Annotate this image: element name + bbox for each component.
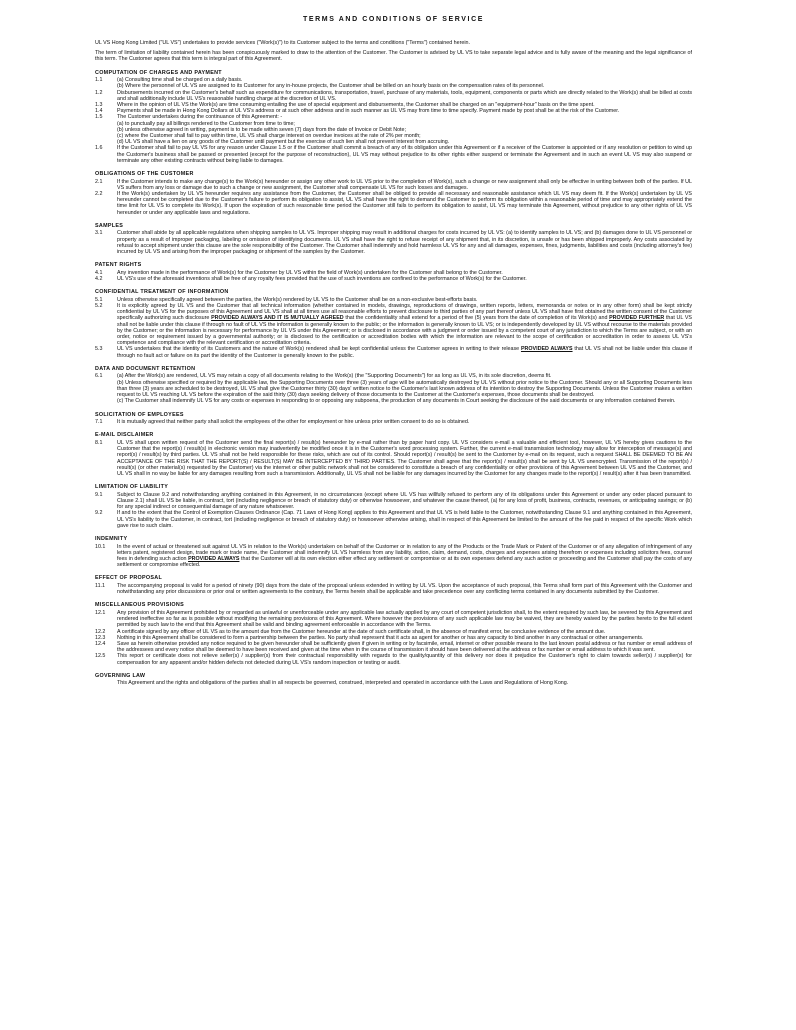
clause-text: Save as herein otherwise provided any notice required to be given hereunder shall be sufficiently given if given in writing or by facsimile, email, internet or other possible means to the last known postal address or fax number or email address of the addressees and every notice shall be deemed to have been received and given at the time when in the course of transmission it should have been delivered at the address or fax number or email address to which it was sent. bbox=[117, 640, 692, 654]
clause-number: 7.1 bbox=[95, 419, 103, 426]
clause-text: Any invention made in the performance of Work(s) for the Customer by UL VS within the field of Work(s) undertaken for the Customer shall belong to the Customer. bbox=[117, 269, 503, 276]
emphasis-text: PROVIDED ALWAYS bbox=[520, 346, 573, 353]
clause-number: 1.4 bbox=[95, 108, 103, 115]
intro-paragraph: The term of limitation of liability contained herein has been conspicuously marked to draw to the attention of the Customer. The Customer is advised by UL VS to take separate legal advice and is fully aware of the meaning and the legal significance of this term. The Customer agrees that this term is integral part of this Agreement. bbox=[95, 50, 692, 63]
clause-number: 12.4 bbox=[95, 640, 106, 647]
clause bbox=[95, 680, 692, 686]
clause bbox=[95, 419, 692, 425]
clause-number: 1.3 bbox=[95, 102, 103, 109]
clause-number: 5.1 bbox=[95, 296, 103, 303]
clause bbox=[95, 544, 692, 569]
clause-number: 11.1 bbox=[95, 582, 106, 589]
intro-paragraph: UL VS Hong Kong Limited ("UL VS") undertakes to provide services ("Work(s)") to its Customer subject to the terms and conditions ("Terms") contained herein. bbox=[95, 40, 471, 46]
clause-text: Any provision of this Agreement prohibited by or regarded as unlawful or unenforceable under any applicable law actually applied by any court of competent jurisdiction shall, to the extent required by such law, be severed by this Agreement and rendered ineffective so far as is possible without modifying the remaining provisions of this Agreement. Where however the provisions of any such applicable law may be waived, they are hereby waived by the parties hereto to the full extent permitted by such law to the end that this Agreement shall be valid and binding agreement enforceable in accordance with the Terms. bbox=[117, 609, 692, 629]
section bbox=[95, 412, 692, 426]
clause-text: If and to the extent that the Control of Exemption Clauses Ordinance (Cap. 71 Laws of Hong Kong) applies to this Agreement and that UL VS is held liable to the Customer, notwithstanding Clause 9.1 and anything contained in this Agreement, UL VS's liability to the Customer, in contract, tort (including negligence or breach of statutory duty) or howsoever otherwise arising, shall in respect of this Agreement be limited to the amount of the fee paid in respect of the specific Work which gave rise to such claim. bbox=[117, 510, 692, 529]
clause-text: If the Work(s) undertaken by UL VS hereunder requires any assistance from the Customer, the Customer shall be obliged to provide all necessary and reasonable assistance which UL VS may deem fit. If the Work(s) undertaken by UL VS hereunder cannot be completed due to the Customer's failure to perform its obligation to assist, UL VS shall have the right to demand the Customer to perform its obligation within a reasonable period of time and may appropriately extend the time limit for UL VS to complete its Work(s). If upon the expiration of such reasonable time period the Customer still fails to perform its obligation to assist, UL VS may terminate this Agreement, without prejudice to any other rights of UL VS hereunder or under any applicable laws and regulations. bbox=[117, 191, 692, 216]
section bbox=[95, 223, 692, 255]
clause-number: 1.6 bbox=[95, 145, 103, 152]
clause bbox=[95, 610, 692, 629]
clause-text: It is mutually agreed that neither party shall solicit the employees of the other for employment or hire unless prior written consent to do so is obtained. bbox=[117, 419, 470, 426]
clause-number: 2.1 bbox=[95, 178, 103, 185]
clause-number: 1.5 bbox=[95, 114, 103, 121]
clause-text: UL VS undertakes that the identity of its Customers and the nature of Work(s) rendered shall be kept confidential unless the Customer agrees in writing to their release PROVIDED ALWAYS that UL VS shall not be liable under this clause if through no fault act or failure on its part the identity of the Customer is generally known to the public. bbox=[117, 346, 692, 359]
section-title: OBLIGATIONS OF THE CUSTOMER bbox=[95, 171, 194, 178]
section bbox=[95, 366, 692, 405]
section bbox=[95, 289, 692, 359]
section-title: SAMPLES bbox=[95, 222, 124, 229]
clause-number: 12.1 bbox=[95, 609, 106, 616]
clause-number: 4.2 bbox=[95, 276, 103, 283]
section-title: DATA AND DOCUMENT RETENTION bbox=[95, 365, 196, 372]
clause-text: This Agreement and the rights and obligations of the parties shall in all respects be governed, construed, interpreted and operated in accordance with the Laws and Regulations of Hong Kong. bbox=[117, 680, 569, 687]
clause bbox=[95, 373, 692, 404]
section bbox=[95, 432, 692, 477]
clause-text: The accompanying proposal is valid for a period of ninety (90) days from the date of the proposal unless extended in writing by UL VS. Upon the acceptance of such proposal, this Terms shall form part of this Agreement with the Customer and notwithstanding any prior discussions or prior oral or written agreements to the contrary, the Terms herein shall be applicable and take precedence over any conflicting terms contained in any documents submitted by the Customer. bbox=[117, 582, 692, 596]
clause bbox=[95, 440, 692, 477]
section-title: INDEMNITY bbox=[95, 535, 128, 542]
clause bbox=[95, 230, 692, 255]
section bbox=[95, 484, 692, 529]
clause bbox=[95, 191, 692, 216]
clause-text: If the Customer shall fail to pay UL VS for any reason under Clause 1.5 or if the Customer shall commit a breach of any of its obligation under this Agreement or if a receiver of the Customer is appointed or if any resolution or petition to wind up the Customer's business shall be passed or presented (except for the purpose of reconstruction), UL VS may without prejudice to its other rights either suspend or terminate the Agreement and in such an event UL VS may also suspend or terminate any other existing contracts without being liable to damages. bbox=[117, 145, 692, 164]
clause-number: 6.1 bbox=[95, 373, 103, 380]
section bbox=[95, 673, 692, 687]
clause-number: 12.5 bbox=[95, 653, 106, 660]
clause-text: A certificate signed by any officer of UL VS as to the amount due from the Customer hereunder at the date of such certificate shall, in the absence of manifest error, be conclusive evidence of the amount due. bbox=[117, 628, 606, 635]
section-title: COMPUTATION OF CHARGES AND PAYMENT bbox=[95, 69, 222, 76]
section-title: E-MAIL DISCLAIMER bbox=[95, 432, 154, 439]
clause-number: 9.2 bbox=[95, 510, 103, 517]
section-title: SOLICITATION OF EMPLOYEES bbox=[95, 411, 184, 418]
clause-number: 2.2 bbox=[95, 191, 103, 198]
section-title: LIMITATION OF LIABILITY bbox=[95, 484, 169, 491]
section bbox=[95, 575, 692, 595]
clause-text: It is explicitly agreed by UL VS and the Customer that all technical information (whether contained in models, drawings, reproductions of drawings, written reports, letters, memoranda or notes or in any other form) shall be kept strictly confidential by UL VS for the purposes of this Agreement and UL VS shall at all times use all reasonable efforts to prevent disclosure to third parties of any part thereof unless UL VS shall have first obtained the written consent of the Customer specifically authorizing such disclosure PROVIDED ALWAYS AND IT IS MUTUALLY AGREED that the confidentiality shall extend for a period of five (5) years from the date of completion of its Work(s) and PROVIDED FURTHER that UL VS shall not be liable under this clause if through no fault of UL VS the information is generally known to the public; or the information is generally known to UL VS; or is independently developed by UL VS without recourse to the materials provided by the Customer; or the information is necessary for performance by UL VS under this Agreement; or is disclosed in accordance with a judgment or order issued by a competent court of any jurisdiction to which the Terms are subject, or with an order, notice or requirement issued by a governmental authority; or is disclosed to the certification or accreditation bodies with which the information are relevant to the scope of certification or accreditation in order to assess UL VS's competence and compliance with the relevant certification or accreditation criteria. bbox=[117, 303, 692, 347]
clause-number: 9.1 bbox=[95, 491, 103, 498]
clause-text: Unless otherwise specifically agreed between the parties, the Work(s) rendered by UL VS to the Customer shall be on a non-exclusive best-efforts basis. bbox=[117, 296, 478, 303]
section bbox=[95, 70, 692, 164]
clause-text: UL VS's use of the aforesaid inventions shall be free of any royalty fees provided that the use of such inventions are confined to the performance of Work(s) for the Customer. bbox=[117, 276, 527, 283]
clause-text: The Customer undertakes during the continuance of this Agreement: - (a) to punctually pay all billings rendered to the Customer from time to time; (b) unless otherwise agreed in writing, payment is to be made within seven (7) days from the date of Invoice or Debit Note; (c) where the Customer shall fail to pay within time, UL VS shall charge interest on overdue invoices at the rate of 2% per month; (d) UL VS shall have a lien on any goods of the Customer until payment but the exercise of such lien shall not prevent interest from accruing. bbox=[117, 114, 450, 146]
intro bbox=[95, 40, 692, 63]
emphasis-text: PROVIDED ALWAYS AND IT IS MUTUALLY AGREED bbox=[211, 315, 344, 322]
clause-text: Subject to Clause 9.2 and notwithstanding anything contained in this Agreement, in no circumstances (except where UL VS has willfully refused to perform any of its obligations under this Agreement or under any order placed pursuant to Clause 2.1) shall UL VS be liable, in contract, tort (including negligence or breach of statutory duty) or otherwise howsoever, and whatever the cause thereof, (a) for any loss of profit, business, contracts, revenues, or anticipating savings; or (b) for any special indirect or consequential damage of any nature whatsoever. bbox=[117, 491, 692, 511]
clause-text: Nothing in this Agreement shall be considered to form a partnership between the parties. No party shall represent that it acts as agent for another or has any capacity to bind another in any contractual or other arrangements. bbox=[117, 634, 644, 641]
clause bbox=[95, 145, 692, 164]
clause-text: This report or certificate does not relieve seller(s) / supplier(s) from their contractual responsibility with regards to the quality/quantity of this delivery nor does it prejudice the Customer's right to claim towards seller(s) / supplier(s) for compensation for any apparent and/or hidden defects not detected during UL VS's random inspection or testing or audit. bbox=[117, 653, 692, 666]
clause bbox=[95, 346, 692, 358]
clause-text: Disbursements incurred on the Customer's behalf such as expenditure for communications, transportation, travel, purchase of any materials, tools, equipment, components or parts which are directly related to the Work(s) shall be billed at costs and shall additionally include UL VS's reasonable handling charge at the discretion of UL VS. bbox=[117, 89, 692, 102]
clause bbox=[95, 641, 692, 653]
clause bbox=[95, 90, 692, 102]
clause-number: 5.2 bbox=[95, 303, 103, 310]
clause bbox=[95, 653, 692, 665]
emphasis-text: PROVIDED ALWAYS bbox=[188, 555, 240, 562]
page-title: TERMS AND CONDITIONS OF SERVICE bbox=[302, 16, 485, 23]
section bbox=[95, 171, 692, 216]
clause-text: In the event of actual or threatened suit against UL VS in relation to the Work(s) undertaken on behalf of the Customer or in relation to any of the Products or the Trade Mark or Patent of the Customer or of any allegation of infringement of any letters patent, registered design, trade mark or trade name, the Customer shall indemnify UL VS harmless from any liability, action, claim, demand, costs, charges and expenses arising therefrom or expenses including solicitors fees, counsel fees in defending such action PROVIDED ALWAYS that the Customer will at its own election either effect any settlement or compromise or at its own expenses defend any such action or proceeding and the Customer shall pay the costs of any settlement or compromise effected. bbox=[117, 543, 692, 569]
emphasis-text: PROVIDED FURTHER bbox=[609, 315, 665, 322]
clause bbox=[95, 114, 692, 145]
section bbox=[95, 262, 692, 282]
clause-text: Customer shall abide by all applicable regulations when shipping samples to UL VS. Improper shipping may result in additional charges for costs incurred by UL VS: (a) to identify samples to UL VS; and (b) damages done to UL VS personnel or property as a result of improper packaging, labeling or omission of identifying documents. UL VS shall have the right to refuse receipt of any shipment that, in its discretion, is unsafe or has been shipped improperly. Any costs associated by refusal to accept shipment under this clause are the sole responsibility of the Customer. The Customer shall indemnify and hold harmless UL VS for any and all damages, expenses, fines, judgments, liabilities and costs (including attorney's fee) incurred by UL VS and arising from the improper packaging or shipment of the samples by the Customer. bbox=[117, 230, 692, 256]
section-title: PATENT RIGHTS bbox=[95, 262, 142, 269]
clause-text: (a) Consulting time shall be charged on a daily basis. (b) Where the personnel of UL VS are assigned to its Customer for any in-house projects, the Customer shall be billed on an hourly basis on the compensation rates of its personnel. bbox=[117, 77, 545, 90]
clause-number: 5.3 bbox=[95, 346, 103, 353]
section-title: CONFIDENTIAL TREATMENT OF INFORMATION bbox=[95, 289, 229, 296]
clause-number: 8.1 bbox=[95, 439, 103, 446]
clause-text: If the Customer intends to make any change(s) to the Work(s) hereunder or assign any other work to UL VS prior to the completion of Work(s), such a change or new assignment shall only be effective in writing between both of the parties. If UL VS suffers from any loss or damage due to such a change or new assignment, the Customer shall compensate UL VS for such losses and damages. bbox=[117, 178, 692, 191]
section bbox=[95, 602, 692, 665]
clause-number: 3.1 bbox=[95, 230, 103, 237]
section bbox=[95, 536, 692, 568]
clause bbox=[95, 77, 692, 89]
section-title: EFFECT OF PROPOSAL bbox=[95, 575, 163, 582]
section-title: GOVERNING LAW bbox=[95, 672, 146, 679]
section-title: MISCELLANEOUS PROVISIONS bbox=[95, 602, 184, 609]
sections bbox=[95, 70, 692, 687]
clause-number: 12.3 bbox=[95, 634, 106, 641]
clause-number: 10.1 bbox=[95, 543, 106, 550]
clause-text: Payments shall be made in Hong Kong Dollars at UL VS's address or at such other address and in such manner as UL VS may from time to time specify. Payment made by post shall be at the risk of the Customer. bbox=[117, 108, 620, 115]
clause bbox=[95, 510, 692, 529]
clause-text: Where in the opinion of UL VS the Work(s) are time consuming entailing the use of special equipment and disbursements, the Customer shall be charged on an "equipment-hour" basis on the time spent. bbox=[117, 102, 595, 109]
clause bbox=[95, 276, 692, 282]
clause-number: 1.2 bbox=[95, 89, 103, 96]
clause-number: 4.1 bbox=[95, 269, 103, 276]
clause bbox=[95, 303, 692, 346]
clause bbox=[95, 583, 692, 595]
clause bbox=[95, 179, 692, 191]
clause-number: 12.2 bbox=[95, 628, 106, 635]
clause-text: (a) After the Work(s) are rendered, UL VS may retain a copy of all documents relating to the Work(s) (the "Supporting Documents") for as long as UL VS, in its sole discretion, deems fit. (b) Unless otherwise specified or required by the applicable law, the Supporting Documents over three (3) years of age will be automatically destroyed by UL VS without prior notice to the Customer. Should any or all Supporting Documents less than three (3) years are scheduled to be destroyed, UL VS shall give the Customer thirty (30) days' written notice to the Customer's last known address of its intention to destroy the Supporting Documents. Unless the Customer makes a written request to UL VS reaching UL VS before the expiration of the said thirty (30) days seeking delivery of those documents to the Customer at the Customer's expenses, those documents shall be destroyed. (c) The Customer shall indemnify UL VS for any costs or expenses in responding to or opposing any subpoena, the production of any documents in Court seeking the disclosure of the said documents or any information contained therein. bbox=[117, 373, 692, 405]
clause-text: UL VS shall upon written request of the Customer send the final report(s) / result(s) hereunder by e-mail rather than by paper hard copy. UL VS considers e-mail a valuable and efficient tool, however, UL VS hereby gives cautions to the Customer that the report(s) / result(s) in electronic version may inadvertently be modified once it is in the Customer's word processing system. Further, the current e-mail transmission technology may allow for interception of message(s) and report(s) / result(s) by third parties. UL VS shall not be held responsible for these risks, which are out of its control. Should report(s) / result(s) be sent to the Customer by e-mail on its request, such a request SHALL BE DEEMED TO BE AN ACCEPTANCE OF THE RISK THAT THE REPORT(S) / RESULT(S) MAY BE INTERCEPTED BY THIRD PARTIES. The Customer shall agree that the report(s) / result(s) shall be sent by UL VS unencrypted. Transmission of the report(s) / result(s) (or other material(s) requested by the Customer) via the internet or other public network shall not be considered to constitute a breach of any confidentiality or other provisions of this Agreement between UL VS and the Customer, and UL VS shall in no way be liable for any damages resulting from such a transmission. Additionally, UL VS shall not be liable for any damages incurred by the Customer for any changes made to the report(s) / result(s) after it has been transmitted. bbox=[117, 439, 692, 477]
clause bbox=[95, 492, 692, 511]
clause-number: 1.1 bbox=[95, 77, 103, 84]
